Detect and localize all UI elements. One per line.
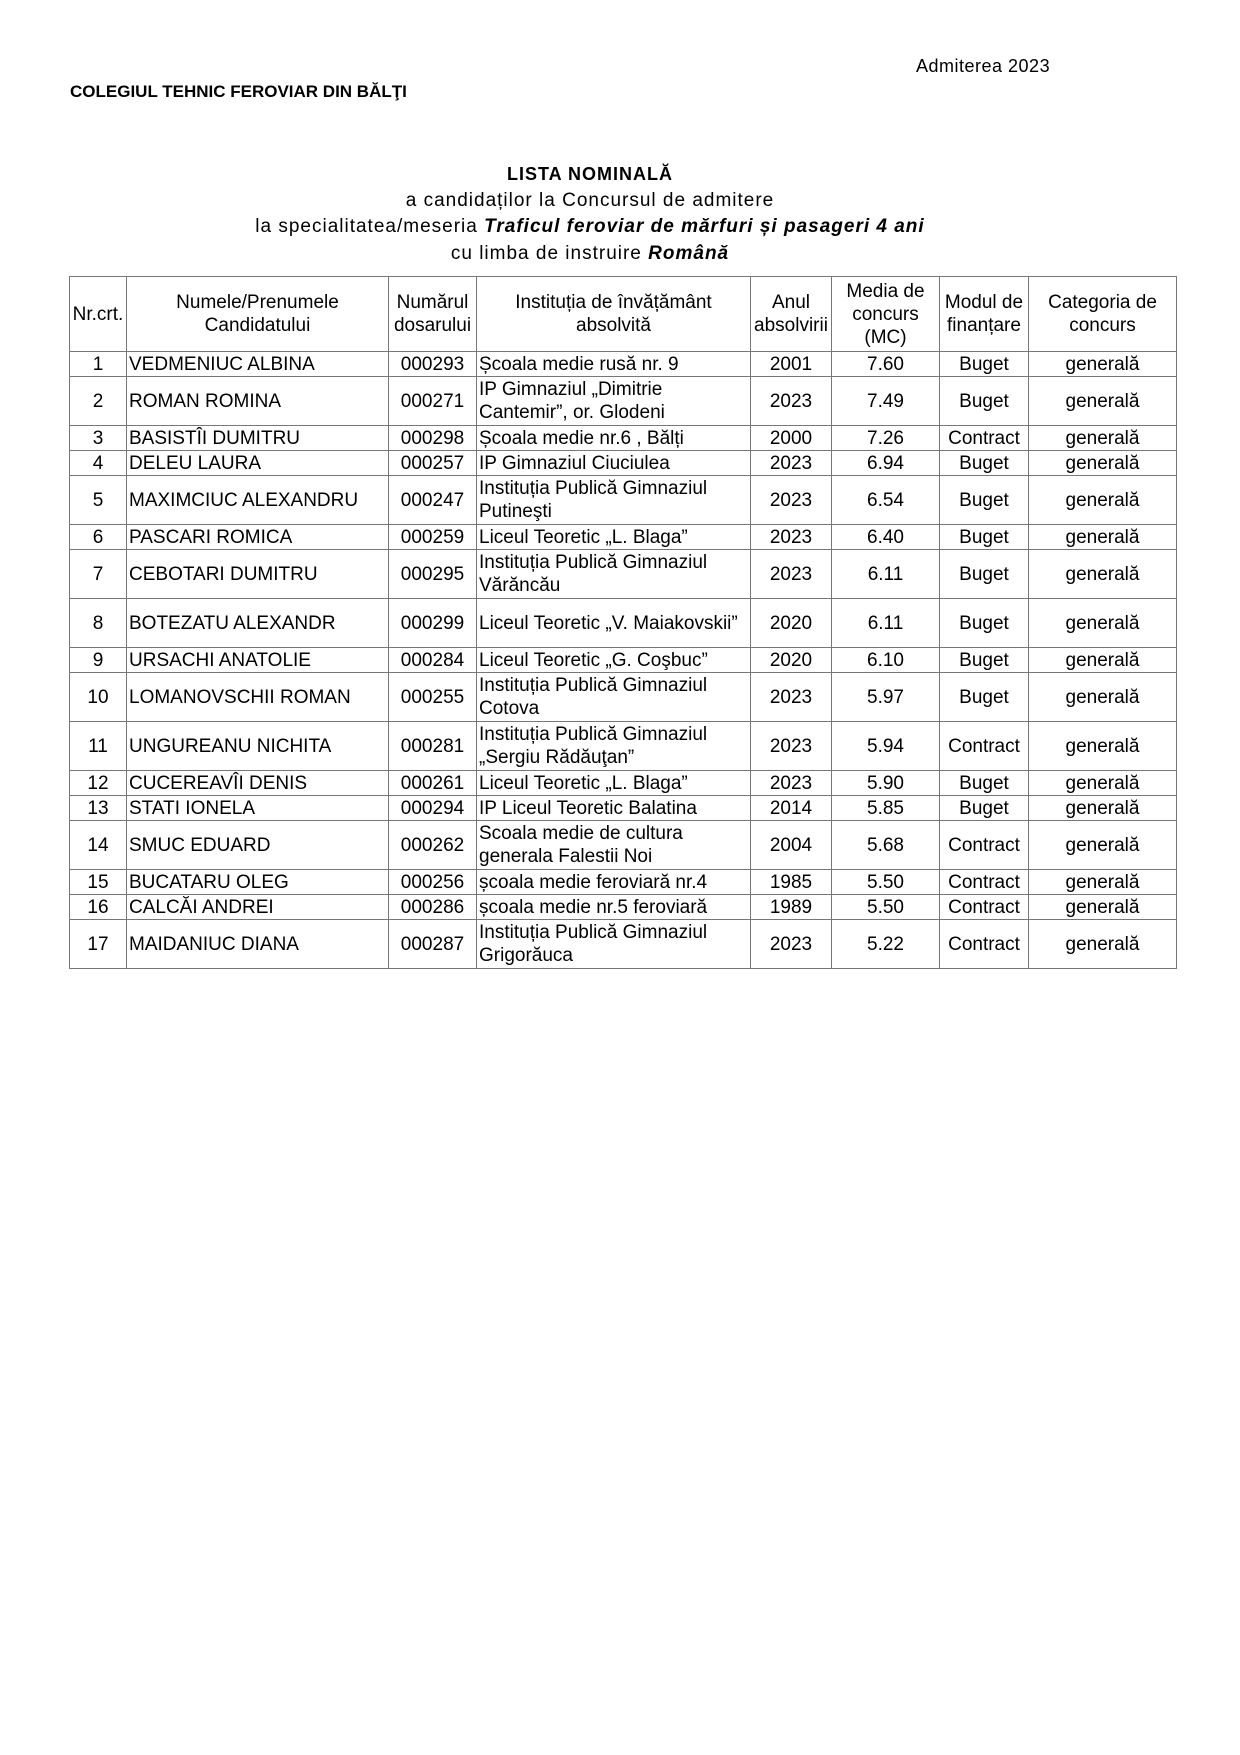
table-row <box>70 821 1177 870</box>
table-row <box>70 377 1177 426</box>
header-category: Categoria de concurs <box>1029 277 1177 352</box>
row-funding-cell: Buget <box>940 796 1029 821</box>
row-nr-cell: 5 <box>70 476 127 525</box>
row-nr-cell: 7 <box>70 550 127 599</box>
document-subtitle: a candidaților la Concursul de admitere <box>405 190 775 211</box>
row-name-cell: SMUC EDUARD <box>127 821 389 870</box>
row-year-cell: 2023 <box>751 451 832 476</box>
row-file-cell: 000299 <box>389 599 477 648</box>
row-score-cell: 6.40 <box>832 525 940 550</box>
row-funding-cell: Contract <box>940 895 1029 920</box>
row-category-cell: generală <box>1029 426 1177 451</box>
header-name: Numele/Prenumele Candidatului <box>127 277 389 352</box>
row-score-cell: 6.54 <box>832 476 940 525</box>
row-score-cell: 5.68 <box>832 821 940 870</box>
row-school-cell: școala medie nr.5 feroviară <box>477 895 751 920</box>
row-name-cell: URSACHI ANATOLIE <box>127 648 389 673</box>
row-score-cell: 6.11 <box>832 550 940 599</box>
row-nr-cell: 1 <box>70 352 127 377</box>
table-row <box>70 771 1177 796</box>
row-file-cell: 000294 <box>389 796 477 821</box>
row-file-cell: 000286 <box>389 895 477 920</box>
row-year-cell: 2023 <box>751 525 832 550</box>
row-name-cell: UNGUREANU NICHITA <box>127 722 389 771</box>
table-row <box>70 673 1177 722</box>
row-name-cell: STATI IONELA <box>127 796 389 821</box>
row-funding-cell: Buget <box>940 476 1029 525</box>
row-name-cell: CALCĂI ANDREI <box>127 895 389 920</box>
row-name-cell: CEBOTARI DUMITRU <box>127 550 389 599</box>
row-year-cell: 2014 <box>751 796 832 821</box>
row-year-cell: 2001 <box>751 352 832 377</box>
row-school-cell: Liceul Teoretic „L. Blaga” <box>477 525 751 550</box>
row-year-cell: 2023 <box>751 673 832 722</box>
row-year-cell: 2023 <box>751 476 832 525</box>
row-file-cell: 000281 <box>389 722 477 771</box>
row-nr-cell: 10 <box>70 673 127 722</box>
row-funding-cell: Buget <box>940 451 1029 476</box>
specialty-line <box>70 216 1110 238</box>
row-category-cell: generală <box>1029 599 1177 648</box>
row-category-cell: generală <box>1029 722 1177 771</box>
row-category-cell: generală <box>1029 870 1177 895</box>
row-score-cell: 5.22 <box>832 920 940 969</box>
table-row <box>70 722 1177 771</box>
row-school-cell: Instituția Publică Gimnaziul Cotova <box>477 673 751 722</box>
table-header-row <box>70 277 1177 352</box>
row-file-cell: 000247 <box>389 476 477 525</box>
row-school-cell: Liceul Teoretic „G. Coşbuc” <box>477 648 751 673</box>
row-school-cell: școala medie feroviară nr.4 <box>477 870 751 895</box>
row-nr-cell: 13 <box>70 796 127 821</box>
row-funding-cell: Buget <box>940 771 1029 796</box>
table-row <box>70 599 1177 648</box>
row-year-cell: 1989 <box>751 895 832 920</box>
language-name: Română <box>648 243 730 264</box>
row-year-cell: 1985 <box>751 870 832 895</box>
row-nr-cell: 17 <box>70 920 127 969</box>
row-school-cell: IP Gimnaziul Ciuciulea <box>477 451 751 476</box>
row-score-cell: 5.90 <box>832 771 940 796</box>
row-category-cell: generală <box>1029 920 1177 969</box>
row-school-cell: Instituția Publică Gimnaziul Grigorăuca <box>477 920 751 969</box>
row-file-cell: 000271 <box>389 377 477 426</box>
row-funding-cell: Buget <box>940 673 1029 722</box>
language-line <box>70 243 1110 265</box>
table-row <box>70 920 1177 969</box>
row-name-cell: LOMANOVSCHII ROMAN <box>127 673 389 722</box>
row-score-cell: 7.26 <box>832 426 940 451</box>
row-score-cell: 7.60 <box>832 352 940 377</box>
row-score-cell: 5.50 <box>832 870 940 895</box>
header-file: Numărul dosarului <box>389 277 477 352</box>
row-year-cell: 2023 <box>751 377 832 426</box>
row-nr-cell: 15 <box>70 870 127 895</box>
row-score-cell: 6.10 <box>832 648 940 673</box>
admission-year: Admiterea 2023 <box>916 56 1051 76</box>
table-row <box>70 895 1177 920</box>
row-score-cell: 5.94 <box>832 722 940 771</box>
row-school-cell: Instituția Publică Gimnaziul „Sergiu Rădăuţan” <box>477 722 751 771</box>
header-funding: Modul de finanțare <box>940 277 1029 352</box>
row-name-cell: BOTEZATU ALEXANDR <box>127 599 389 648</box>
table-row <box>70 426 1177 451</box>
row-score-cell: 5.85 <box>832 796 940 821</box>
row-category-cell: generală <box>1029 476 1177 525</box>
row-file-cell: 000261 <box>389 771 477 796</box>
row-score-cell: 5.50 <box>832 895 940 920</box>
candidates-table <box>69 276 1177 969</box>
table-row <box>70 525 1177 550</box>
row-file-cell: 000257 <box>389 451 477 476</box>
row-year-cell: 2023 <box>751 920 832 969</box>
row-name-cell: BUCATARU OLEG <box>127 870 389 895</box>
row-category-cell: generală <box>1029 796 1177 821</box>
row-funding-cell: Contract <box>940 870 1029 895</box>
row-category-cell: generală <box>1029 821 1177 870</box>
row-funding-cell: Contract <box>940 821 1029 870</box>
row-school-cell: IP Gimnaziul „Dimitrie Cantemir”, or. Glodeni <box>477 377 751 426</box>
table-row <box>70 352 1177 377</box>
row-funding-cell: Contract <box>940 920 1029 969</box>
header-school: Instituția de învățământ absolvită <box>477 277 751 352</box>
row-year-cell: 2020 <box>751 648 832 673</box>
row-nr-cell: 8 <box>70 599 127 648</box>
row-score-cell: 7.49 <box>832 377 940 426</box>
row-nr-cell: 12 <box>70 771 127 796</box>
row-school-cell: IP Liceul Teoretic Balatina <box>477 796 751 821</box>
row-category-cell: generală <box>1029 550 1177 599</box>
row-category-cell: generală <box>1029 771 1177 796</box>
row-category-cell: generală <box>1029 451 1177 476</box>
row-file-cell: 000293 <box>389 352 477 377</box>
row-name-cell: CUCEREAVÎI DENIS <box>127 771 389 796</box>
row-nr-cell: 6 <box>70 525 127 550</box>
row-school-cell: Școala medie rusă nr. 9 <box>477 352 751 377</box>
row-year-cell: 2004 <box>751 821 832 870</box>
row-nr-cell: 3 <box>70 426 127 451</box>
row-category-cell: generală <box>1029 895 1177 920</box>
row-school-cell: Scoala medie de cultura generala Falestii Noi <box>477 821 751 870</box>
row-funding-cell: Buget <box>940 352 1029 377</box>
document-title: LISTA NOMINALĂ <box>507 164 673 184</box>
table-row <box>70 648 1177 673</box>
row-file-cell: 000295 <box>389 550 477 599</box>
row-category-cell: generală <box>1029 377 1177 426</box>
row-year-cell: 2023 <box>751 550 832 599</box>
row-name-cell: MAXIMCIUC ALEXANDRU <box>127 476 389 525</box>
row-funding-cell: Buget <box>940 377 1029 426</box>
header-score: Media de concurs (MC) <box>832 277 940 352</box>
row-file-cell: 000255 <box>389 673 477 722</box>
row-year-cell: 2020 <box>751 599 832 648</box>
row-nr-cell: 14 <box>70 821 127 870</box>
table-row <box>70 796 1177 821</box>
specialty-prefix: la specialitatea/meseria <box>255 216 485 237</box>
row-file-cell: 000287 <box>389 920 477 969</box>
row-name-cell: ROMAN ROMINA <box>127 377 389 426</box>
table-row <box>70 451 1177 476</box>
header-year: Anul absolvirii <box>751 277 832 352</box>
row-school-cell: Liceul Teoretic „V. Maiakovskii” <box>477 599 751 648</box>
row-file-cell: 000298 <box>389 426 477 451</box>
row-name-cell: DELEU LAURA <box>127 451 389 476</box>
row-name-cell: VEDMENIUC ALBINA <box>127 352 389 377</box>
row-funding-cell: Buget <box>940 525 1029 550</box>
row-name-cell: MAIDANIUC DIANA <box>127 920 389 969</box>
language-prefix: cu limba de instruire <box>450 243 649 264</box>
row-year-cell: 2000 <box>751 426 832 451</box>
table-row <box>70 550 1177 599</box>
row-nr-cell: 4 <box>70 451 127 476</box>
row-score-cell: 6.11 <box>832 599 940 648</box>
row-score-cell: 5.97 <box>832 673 940 722</box>
table-row <box>70 870 1177 895</box>
row-funding-cell: Buget <box>940 648 1029 673</box>
header-nr: Nr.crt. <box>70 277 127 352</box>
row-nr-cell: 2 <box>70 377 127 426</box>
table-row <box>70 476 1177 525</box>
row-school-cell: Instituția Publică Gimnaziul Putineşti <box>477 476 751 525</box>
college-name: COLEGIUL TEHNIC FEROVIAR DIN BĂLŢI <box>70 82 407 101</box>
row-score-cell: 6.94 <box>832 451 940 476</box>
row-file-cell: 000284 <box>389 648 477 673</box>
row-nr-cell: 11 <box>70 722 127 771</box>
row-name-cell: PASCARI ROMICA <box>127 525 389 550</box>
row-year-cell: 2023 <box>751 722 832 771</box>
row-category-cell: generală <box>1029 525 1177 550</box>
row-file-cell: 000256 <box>389 870 477 895</box>
row-school-cell: Școala medie nr.6 , Bălți <box>477 426 751 451</box>
row-file-cell: 000262 <box>389 821 477 870</box>
row-category-cell: generală <box>1029 673 1177 722</box>
row-funding-cell: Buget <box>940 599 1029 648</box>
row-file-cell: 000259 <box>389 525 477 550</box>
row-school-cell: Instituția Publică Gimnaziul Vărăncău <box>477 550 751 599</box>
row-category-cell: generală <box>1029 648 1177 673</box>
row-year-cell: 2023 <box>751 771 832 796</box>
row-funding-cell: Contract <box>940 426 1029 451</box>
row-nr-cell: 9 <box>70 648 127 673</box>
row-funding-cell: Buget <box>940 550 1029 599</box>
row-name-cell: BASISTÎI DUMITRU <box>127 426 389 451</box>
row-nr-cell: 16 <box>70 895 127 920</box>
row-category-cell: generală <box>1029 352 1177 377</box>
row-funding-cell: Contract <box>940 722 1029 771</box>
row-school-cell: Liceul Teoretic „L. Blaga” <box>477 771 751 796</box>
specialty-name: Traficul feroviar de mărfuri și pasageri 4 ani <box>484 216 925 237</box>
